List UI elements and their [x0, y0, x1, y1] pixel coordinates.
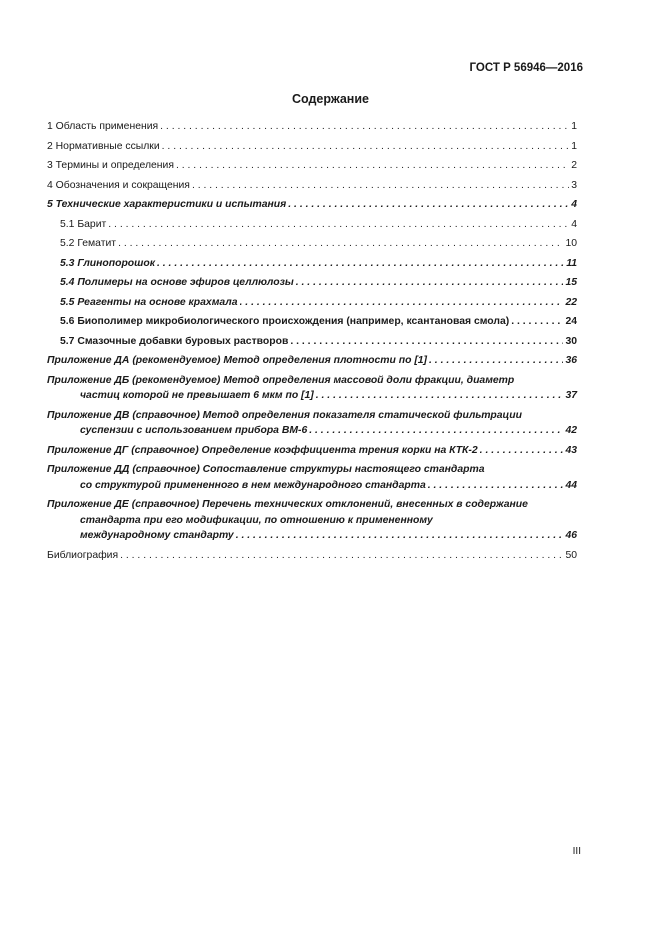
- toc-label: Приложение ДД (справочное) Сопоставление структуры настоящего стандарта: [47, 464, 485, 475]
- toc-label: Приложение ДВ (справочное) Метод определения показателя статической фильтрации: [47, 409, 522, 421]
- toc-label: 5.3 Глинопорошок: [60, 257, 155, 269]
- toc-entry[interactable]: [47, 443, 577, 459]
- toc-page: 10: [565, 238, 577, 249]
- toc-entry[interactable]: [47, 548, 577, 564]
- toc-entry-multiline[interactable]: [47, 497, 577, 544]
- toc-label: 5.2 Гематит: [60, 238, 117, 249]
- toc-label: 5.5 Реагенты на основе крахмала: [60, 296, 238, 308]
- toc-label-continuation: со структурой примененного в нем международного стандарта: [80, 479, 426, 491]
- page-title: Содержание: [291, 92, 369, 106]
- toc-label-continuation: международному стандарту: [80, 530, 234, 541]
- toc-label: Приложение ДБ (рекомендуемое) Метод определения массовой доли фракции, диаметр: [47, 374, 515, 386]
- toc-page: 4: [571, 218, 577, 230]
- toc-entry[interactable]: [47, 295, 577, 311]
- toc-label: 1 Область применения: [47, 121, 159, 132]
- toc-entry-multiline[interactable]: [47, 462, 577, 493]
- toc-label: Приложение ДА (рекомендуемое) Метод определения плотности по [1]: [47, 355, 428, 366]
- toc-page: 24: [565, 316, 577, 327]
- table-of-contents: [47, 119, 577, 567]
- toc-page: 11: [566, 257, 577, 269]
- toc-page: 36: [565, 355, 577, 366]
- toc-entry[interactable]: [47, 119, 577, 135]
- toc-label: 4 Обозначения и сокращения: [47, 179, 190, 191]
- toc-label-continuation: суспензии с использованием прибора ВМ-6: [80, 425, 308, 436]
- toc-label: 5.4 Полимеры на основе эфиров целлюлозы: [60, 277, 294, 288]
- toc-page: 1: [571, 121, 577, 132]
- toc-label: Библиография: [47, 549, 119, 561]
- toc-label: 5 Технические характеристики и испытания: [47, 199, 287, 210]
- toc-page: 44: [565, 479, 577, 491]
- toc-label: Приложение ДГ (справочное) Определение коэффициента трения корки на КТК-2: [47, 444, 478, 456]
- toc-entry-multiline[interactable]: [47, 373, 577, 404]
- toc-page: 22: [565, 296, 577, 308]
- toc-page: 37: [565, 390, 577, 401]
- toc-entry[interactable]: [47, 314, 577, 330]
- toc-page: 2: [571, 160, 577, 171]
- toc-page: 42: [565, 425, 577, 436]
- toc-page: 4: [571, 199, 577, 210]
- toc-entry[interactable]: [47, 353, 577, 369]
- toc-entry[interactable]: [47, 256, 577, 272]
- toc-label: Приложение ДЕ (справочное) Перечень технических отклонений, внесенных в содержание: [47, 499, 528, 510]
- toc-entry[interactable]: [47, 236, 577, 252]
- toc-page: 15: [565, 277, 577, 288]
- toc-entry[interactable]: [47, 178, 577, 194]
- toc-entry[interactable]: [47, 158, 577, 174]
- toc-entry-multiline[interactable]: [47, 408, 577, 439]
- toc-page: 1: [571, 140, 577, 152]
- toc-label-continuation: частиц которой не превышает 6 мкм по [1]: [80, 390, 314, 401]
- toc-label: 5.7 Смазочные добавки буровых растворов: [60, 335, 289, 347]
- toc-entry[interactable]: [47, 334, 577, 350]
- toc-page: 46: [565, 530, 577, 541]
- toc-page: 50: [565, 549, 577, 561]
- toc-label: 5.1 Барит: [60, 218, 107, 230]
- toc-page: 43: [565, 444, 577, 456]
- toc-entry[interactable]: [47, 217, 577, 233]
- document-id: ГОСТ Р 56946—2016: [469, 62, 583, 74]
- toc-label: 2 Нормативные ссылки: [47, 140, 160, 152]
- toc-entry[interactable]: [47, 275, 577, 291]
- toc-label: 5.6 Биополимер микробиологического происхождения (например, ксантановая смола): [60, 316, 510, 327]
- toc-page: 3: [571, 179, 577, 191]
- toc-entry[interactable]: [47, 139, 577, 155]
- toc-label-continuation: стандарта при его модификации, по отношению к примененному: [80, 514, 433, 526]
- toc-page: 30: [565, 335, 577, 347]
- page-number: III: [572, 846, 581, 857]
- toc-entry[interactable]: [47, 197, 577, 213]
- toc-label: 3 Термины и определения: [47, 160, 174, 171]
